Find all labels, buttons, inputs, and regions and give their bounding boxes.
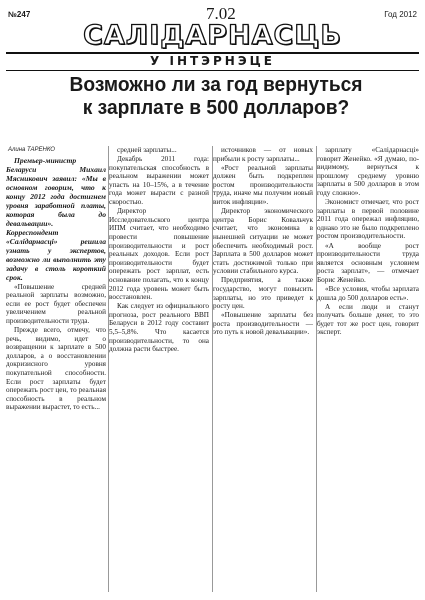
paragraph: Экономист отмечает, что рост зарплаты в первой половине 2011 года опережал инфляцию, однако это не было подкреплено ростом производительности.: [317, 198, 419, 241]
paragraph: «А вообще рост производительности труда является основным условием роста зарплат», — отмечает Борис Женейко.: [317, 241, 419, 284]
article-column-2: [109, 146, 209, 592]
paragraph: Директор Исследовательского центра ИПМ считает, что необходимо провести повышение производительности и рост реальных доходов. Если рост производительности будет опережать рост зарплат, есть основание полагать, что к концу 2012 года уровень может быть восстановлен.: [109, 207, 209, 302]
paragraph: зарплату «Салідарнасці» говорит Женейко. «Я думаю, по-видимому, вернуться к прошлому среднему уровню зарплаты в 500 долларов в этом году сложно».: [317, 146, 419, 197]
paragraph: Декабрь 2011 года: покупательская способность в реальном выражении может упасть на 10–15%, а в течение года может вырасти с разной скоростью.: [109, 155, 209, 207]
paragraph: «Все условия, чтобы зарплата дошла до 500 долларов есть».: [317, 285, 419, 302]
paragraph: «Рост реальной зарплаты должен быть подкреплен ростом производительности труда, иначе мы получим новый виток инфляции».: [213, 163, 313, 207]
headline-line-1: Возможно ли за год вернуться: [69, 74, 363, 96]
newspaper-logo: САЛІДАРНАСЦЬ: [83, 20, 342, 51]
paragraph: «Повышение средней реальной зарплаты возможно, если ее рост будет обеспечен увеличением реальной производительности труда.: [6, 282, 106, 325]
newspaper-subtitle: У ІНТЭРНЭЦЕ: [150, 54, 275, 68]
article-headline: [53, 74, 379, 120]
subtitle-rule: [6, 70, 419, 71]
article-column-4: [317, 146, 419, 592]
newspaper-page: [6, 6, 419, 594]
issue-date: 7.02: [206, 4, 236, 23]
paragraph: А если люди и станут получать больше денег, то это будет тот же рост цен, говорит эксперт.: [317, 302, 419, 337]
paragraph: источников — от новых прибыли к росту зарплаты...: [213, 146, 313, 163]
article-byline: Алина ТАРЕНКО: [8, 147, 55, 153]
issue-year: Год 2012: [384, 10, 417, 19]
paragraph: Прежде всего, отмечу, что речь, видимо, идет о возвращении к зарплате в 500 долларов, а о восстановлении докризисного уровня покупательной способности. Если рост зарплаты будет опережать рост цен, то реальная способность в реальном выражении вырастет, то есть...: [6, 325, 106, 412]
article-column-3: [213, 146, 313, 592]
article-column-1: [6, 156, 106, 592]
paragraph: Директор экономического центра Борис Ковальчук считает, что экономика в нынешней ситуации не может обеспечить необходимый рост. Зарплата в 500 долларов может стать достижимой только при условии стабильного курса.: [213, 207, 313, 276]
issue-number: №247: [8, 10, 31, 19]
headline-line-2: к зарплате в 500 долларов?: [82, 97, 350, 119]
paragraph: Предприятия, а также государство, могут повысить зарплаты, но это приведет к росту цен.: [213, 276, 313, 311]
paragraph: «Повышение зарплаты без роста производительности — это путь к новой девальвации».: [213, 311, 313, 337]
article-lead: Премьер-министр Беларуси Михаил Мясникович заявил: «Мы в основном говорим, что к концу 2012 года достигнем уровня заработной платы, которая была до девальвации». Корреспондент «Салідарнасці» решила узнать у экспертов, возможно ли выполнить эту задачу в столь короткий срок.: [6, 156, 106, 282]
paragraph: Как следует из официального прогноза, рост реального ВВП Беларуси в 2012 году составит 5,5–5,8%. Что касается производительности, то она должна расти быстрее.: [109, 302, 209, 354]
paragraph: средней зарплаты...: [117, 146, 177, 154]
